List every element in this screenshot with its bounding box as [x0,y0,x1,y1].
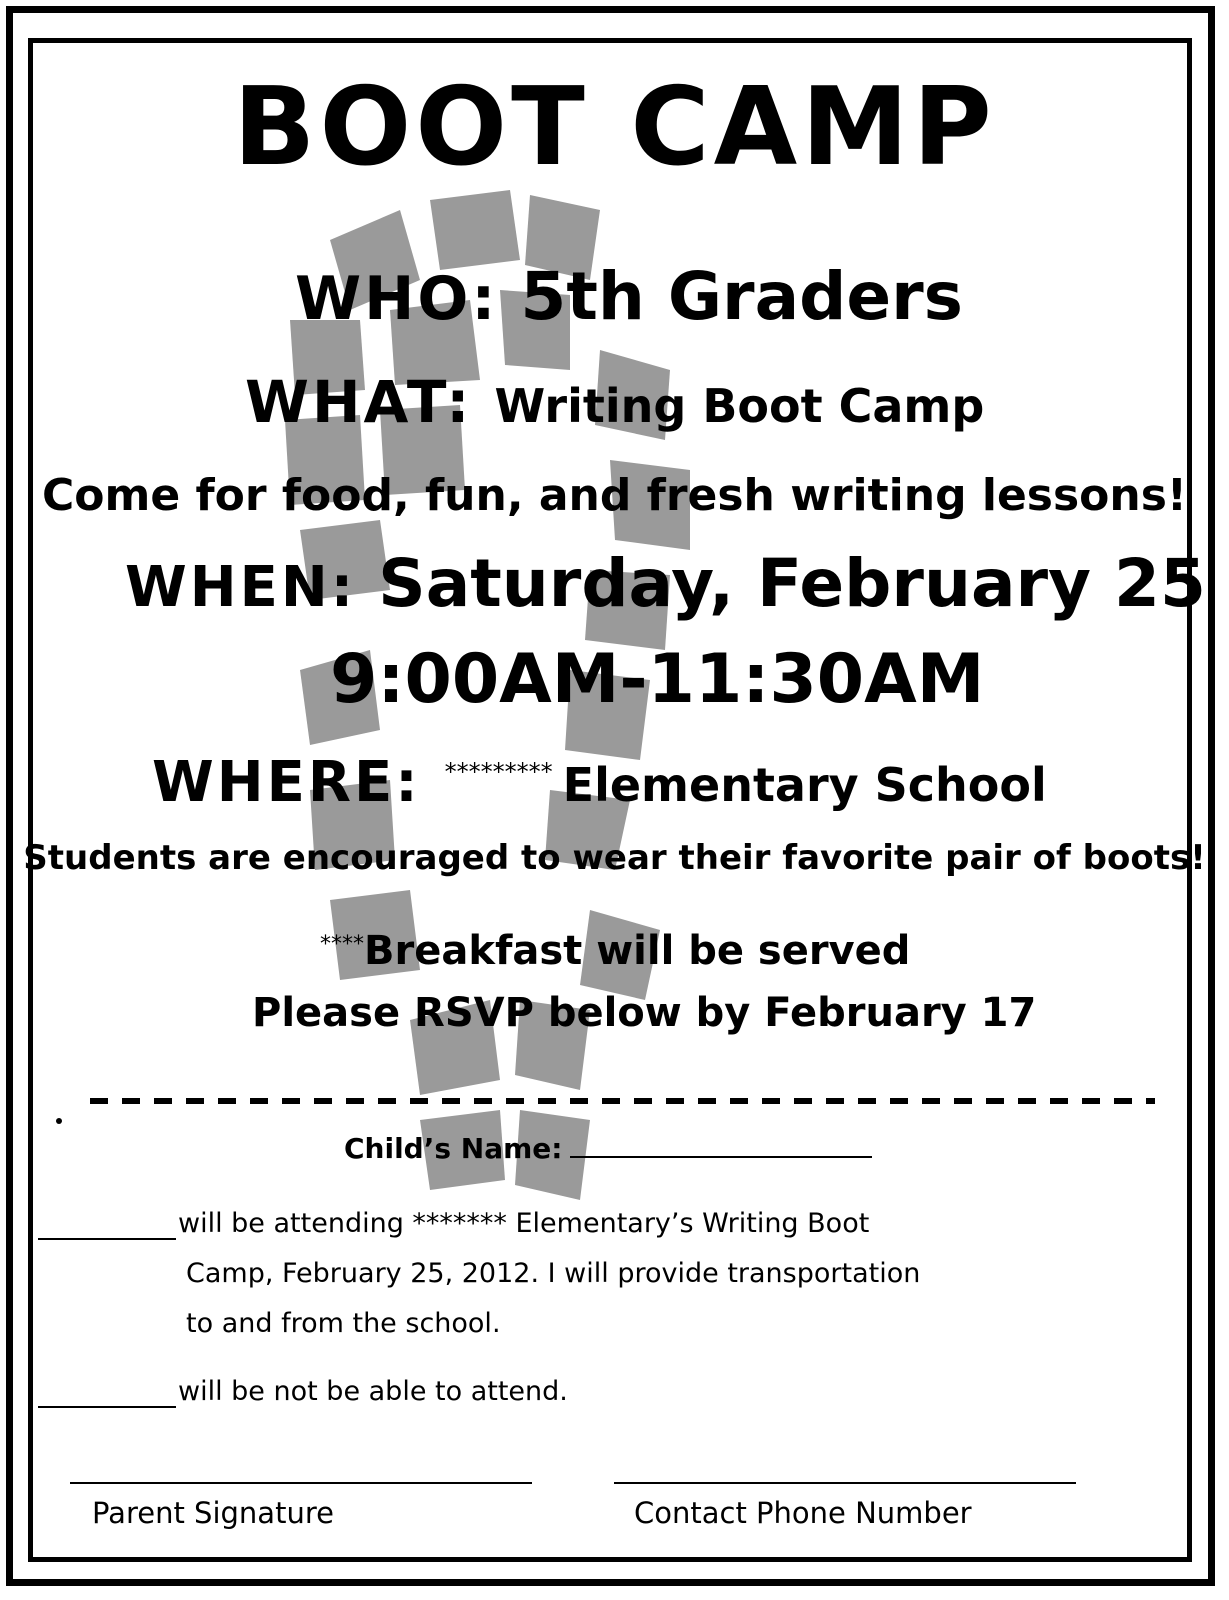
flyer-title: BOOT CAMP [233,65,996,190]
cut-dot [56,1118,62,1124]
parent-signature-line[interactable] [70,1482,532,1484]
who-label: WHO: [295,264,499,334]
who-row [295,258,963,335]
where-value: Elementary School [562,758,1047,812]
when-row [125,545,1206,622]
breakfast-row [320,928,910,974]
rsvp-deadline: Please RSVP below by February 17 [252,990,1037,1036]
contact-phone-label: Contact Phone Number [634,1496,972,1530]
boots-note: Students are encouraged to wear their favorite pair of boots! [23,838,1206,878]
contact-phone-line[interactable] [614,1482,1076,1484]
where-label: WHERE: [152,750,421,815]
child-name-field[interactable] [570,1126,872,1158]
what-label: WHAT: [245,368,473,436]
attending-line-1: will be attending ******* Elementary’s Writing Boot [178,1208,870,1239]
when-label: WHEN: [125,555,357,620]
child-name-row [344,1126,872,1165]
where-stars: ********* [444,758,553,786]
attending-line-3: to and from the school. [186,1308,501,1339]
what-row [245,368,984,436]
breakfast-text: Breakfast will be served [364,928,911,974]
attending-line-2: Camp, February 25, 2012. I will provide transportation [186,1258,921,1289]
parent-signature-label: Parent Signature [92,1496,334,1530]
who-value: 5th Graders [520,258,963,335]
cut-line [90,1098,1155,1104]
not-attending-blank[interactable] [38,1406,176,1408]
tagline: Come for food, fun, and fresh writing lessons! [41,470,1187,521]
where-row [152,750,1047,815]
when-date: Saturday, February 25 [378,545,1206,622]
when-time: 9:00AM-11:30AM [330,640,985,719]
child-name-label: Child’s Name: [344,1132,563,1165]
not-attending-text: will be not be able to attend. [178,1376,568,1407]
breakfast-stars: **** [320,932,364,957]
attending-blank[interactable] [38,1238,176,1240]
what-value: Writing Boot Camp [494,379,985,433]
